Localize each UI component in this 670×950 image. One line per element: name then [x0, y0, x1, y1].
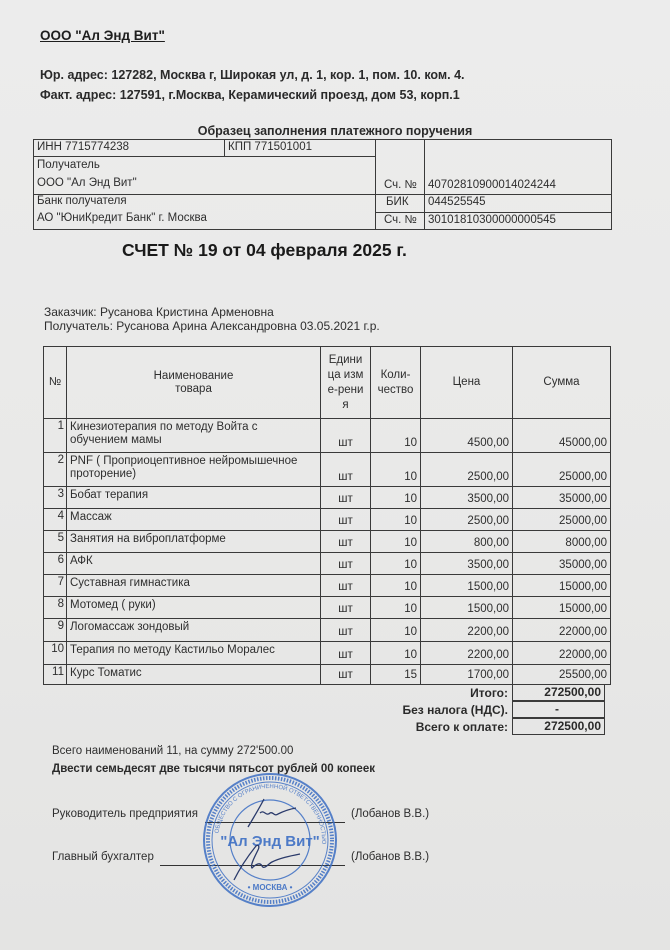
- col-header-no: №: [44, 347, 67, 419]
- item-name: Курс Томатис: [67, 665, 321, 685]
- invoice-title: СЧЕТ № 19 от 04 февраля 2025 г.: [122, 240, 407, 260]
- items-table: [43, 346, 611, 685]
- item-name: Логомассаж зондовый: [67, 619, 321, 642]
- item-quantity: 10: [371, 619, 421, 642]
- col-header-qty: [371, 347, 421, 419]
- total-row: [300, 684, 610, 701]
- item-price: 3500,00: [421, 487, 513, 509]
- item-unit: шт: [321, 419, 371, 453]
- inn: ИНН 7715774238: [37, 141, 130, 153]
- item-name: Массаж: [67, 509, 321, 531]
- col-header-name-text: Наименование товара: [153, 369, 234, 395]
- item-sum: 25000,00: [513, 509, 611, 531]
- item-price: 2500,00: [421, 453, 513, 487]
- item-name: АФК: [67, 553, 321, 575]
- row-number: 8: [44, 597, 67, 619]
- stamp-city-text: • МОСКВА •: [247, 883, 293, 892]
- row-number: 11: [44, 665, 67, 685]
- table-row: [44, 665, 611, 685]
- item-unit: шт: [321, 509, 371, 531]
- total-value: 272500,00: [512, 684, 605, 701]
- col-header-unit: [321, 347, 371, 419]
- row-number: 10: [44, 642, 67, 665]
- item-sum: 35000,00: [513, 487, 611, 509]
- accountant-signature-row: [52, 851, 154, 863]
- director-label: Руководитель предприятия: [52, 808, 198, 820]
- vat-row: [300, 701, 610, 718]
- item-quantity: 10: [371, 487, 421, 509]
- stamp-center-text: "Ал Энд Вит": [220, 833, 320, 850]
- item-unit: шт: [321, 665, 371, 685]
- col-header-unit-text: Единица изме-рения: [327, 353, 364, 411]
- item-name: Кинезиотерапия по методу Войта с обучением мамы: [67, 419, 321, 453]
- table-row: [44, 619, 611, 642]
- item-sum: 22000,00: [513, 619, 611, 642]
- director-handwritten-signature: [240, 795, 300, 830]
- item-name: Мотомед ( руки): [67, 597, 321, 619]
- payable-row: [300, 718, 610, 735]
- corr-account: 30101810300000000545: [428, 214, 556, 226]
- bank-label: Банк получателя: [37, 195, 127, 207]
- company-stamp: [200, 770, 340, 910]
- item-sum: 8000,00: [513, 531, 611, 553]
- row-number: 4: [44, 509, 67, 531]
- accountant-name: (Лобанов В.В.): [351, 851, 430, 863]
- stamp-ring-text: ОБЩЕСТВО С ОГРАНИЧЕННОЙ ОТВЕТСТВЕННОСТЬЮ: [214, 783, 327, 845]
- row-number: 1: [44, 419, 67, 453]
- divider: [375, 212, 612, 213]
- item-sum: 25500,00: [513, 665, 611, 685]
- item-price: 1500,00: [421, 575, 513, 597]
- item-quantity: 10: [371, 642, 421, 665]
- customer: Заказчик: Русанова Кристина Арменовна: [44, 305, 274, 319]
- company-name: ООО "Ал Энд Вит": [40, 28, 165, 43]
- item-price: 4500,00: [421, 419, 513, 453]
- divider: [34, 156, 375, 157]
- item-sum: 15000,00: [513, 597, 611, 619]
- item-quantity: 10: [371, 597, 421, 619]
- item-price: 1700,00: [421, 665, 513, 685]
- table-row: [44, 642, 611, 665]
- table-row: [44, 597, 611, 619]
- item-price: 1500,00: [421, 597, 513, 619]
- kpp: КПП 771501001: [228, 141, 312, 153]
- row-number: 2: [44, 453, 67, 487]
- account-label: Сч. №: [384, 179, 417, 191]
- item-quantity: 10: [371, 575, 421, 597]
- item-price: 3500,00: [421, 553, 513, 575]
- item-quantity: 10: [371, 531, 421, 553]
- table-row: [44, 509, 611, 531]
- table-row: [44, 487, 611, 509]
- divider: [375, 140, 376, 230]
- bik-label: БИК: [386, 196, 409, 208]
- amount-in-words: Двести семьдесят две тысячи пятьсот рублей 00 копеек: [52, 763, 375, 775]
- item-sum: 25000,00: [513, 453, 611, 487]
- account-number: 40702810900014024244: [428, 179, 556, 191]
- item-unit: шт: [321, 642, 371, 665]
- item-name: Суставная гимнастика: [67, 575, 321, 597]
- item-name: Занятия на виброплатформе: [67, 531, 321, 553]
- total-label: Итого:: [470, 686, 508, 700]
- col-header-price: Цена: [421, 347, 513, 419]
- corr-account-label: Сч. №: [384, 214, 417, 226]
- table-row: [44, 531, 611, 553]
- accountant-label: Главный бухгалтер: [52, 851, 154, 863]
- item-sum: 35000,00: [513, 553, 611, 575]
- col-header-name: [67, 347, 321, 419]
- item-quantity: 10: [371, 453, 421, 487]
- item-price: 800,00: [421, 531, 513, 553]
- bank-details-table: [33, 139, 612, 230]
- row-number: 6: [44, 553, 67, 575]
- item-unit: шт: [321, 487, 371, 509]
- recipient-label: Получатель: [37, 159, 100, 171]
- row-number: 3: [44, 487, 67, 509]
- table-row: [44, 419, 611, 453]
- payable-value: 272500,00: [512, 718, 605, 735]
- items-count-summary: Всего наименований 11, на сумму 272'500.00: [52, 745, 294, 757]
- divider: [224, 140, 225, 156]
- bik: 044525545: [428, 196, 486, 208]
- item-quantity: 15: [371, 665, 421, 685]
- row-number: 7: [44, 575, 67, 597]
- item-price: 2200,00: [421, 642, 513, 665]
- col-header-qty-text: Коли-чество: [377, 368, 414, 396]
- item-quantity: 10: [371, 553, 421, 575]
- recipient: Получатель: Русанова Арина Александровна 03.05.2021 г.р.: [44, 319, 380, 333]
- item-unit: шт: [321, 453, 371, 487]
- director-name: (Лобанов В.В.): [351, 808, 430, 820]
- row-number: 9: [44, 619, 67, 642]
- item-sum: 45000,00: [513, 419, 611, 453]
- item-unit: шт: [321, 553, 371, 575]
- legal-address: Юр. адрес: 127282, Москва г, Широкая ул, д. 1, кор. 1, пом. 10. ком. 4.: [40, 68, 465, 82]
- item-sum: 22000,00: [513, 642, 611, 665]
- vat-value: -: [512, 701, 605, 718]
- item-unit: шт: [321, 619, 371, 642]
- item-price: 2200,00: [421, 619, 513, 642]
- table-row: [44, 553, 611, 575]
- accountant-handwritten-signature: [228, 842, 303, 882]
- item-quantity: 10: [371, 509, 421, 531]
- item-name: PNF ( Проприоцептивное нейромышечное проторение): [67, 453, 321, 487]
- vat-label: Без налога (НДС).: [402, 703, 508, 717]
- row-number: 5: [44, 531, 67, 553]
- item-name: Бобат терапия: [67, 487, 321, 509]
- item-name: Терапия по методу Кастильо Моралес: [67, 642, 321, 665]
- payment-sample-title: Образец заполнения платежного поручения: [197, 124, 473, 138]
- bank-name: АО "ЮниКредит Банк" г. Москва: [37, 212, 207, 224]
- item-quantity: 10: [371, 419, 421, 453]
- item-unit: шт: [321, 531, 371, 553]
- item-unit: шт: [321, 597, 371, 619]
- col-header-sum: Сумма: [513, 347, 611, 419]
- item-price: 2500,00: [421, 509, 513, 531]
- divider: [424, 140, 425, 230]
- item-sum: 15000,00: [513, 575, 611, 597]
- recipient-name: ООО "Ал Энд Вит": [37, 177, 137, 189]
- table-row: [44, 575, 611, 597]
- item-unit: шт: [321, 575, 371, 597]
- table-row: [44, 453, 611, 487]
- table-header-row: [44, 347, 611, 419]
- director-signature-row: [52, 808, 198, 820]
- payable-label: Всего к оплате:: [415, 720, 508, 734]
- actual-address: Факт. адрес: 127591, г.Москва, Керамический проезд, дом 53, корп.1: [40, 88, 460, 102]
